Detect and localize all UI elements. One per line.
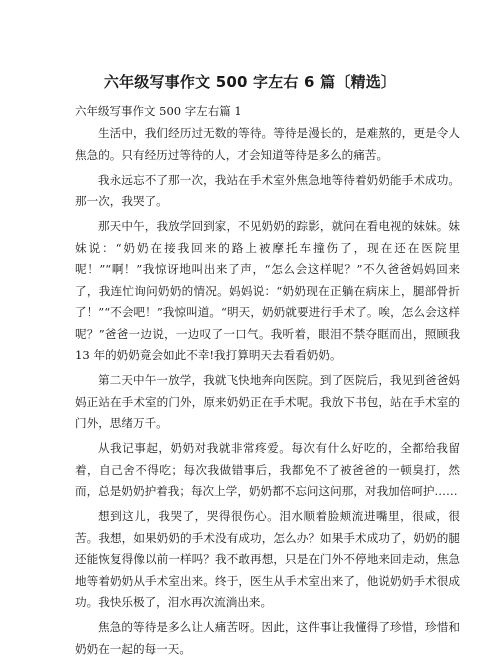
paragraph: 第二天中午一放学，我就飞快地奔向医院。到了医院后，我见到爸爸妈妈正站在手术室的门外，原来奶奶正在手术呢。我放下书包，站在手术室的门外，思绪万千。 [75, 373, 460, 430]
paragraph: 那天中午，我放学回到家，不见奶奶的踪影，就问在看电视的妹妹。妹妹说：“奶奶在接我回来的路上被摩托车撞伤了，现在还在医院里呢！”“啊！”我惊讶地叫出来了声，“怎么会这样呢？”不久爸爸妈妈回来了，我连忙询问奶奶的情况。妈妈说：“奶奶现在正躺在病床上，腿部骨折了！”“不会吧！”我惊叫道。“明天，奶奶就要进行手术了。唉，怎么会这样呢？”爸爸一边说，一边叹了一口气。我听着，眼泪不禁夺眶而出，照顾我 13 年的奶奶竟会如此不幸!我打算明天去看看奶奶。 [75, 219, 460, 362]
page-title: 六年级写事作文 500 字左右 6 篇〔精选〕 [103, 73, 397, 91]
paragraph: 想到这儿，我哭了，哭得很伤心。泪水顺着脸颊流进嘴里，很咸，很苦。我想，如果奶奶的手术没有成功，怎么办？如果手术成功了，奶奶的腿还能恢复得像以前一样吗？我不敢再想，只是在门外不停地来回走动，焦急地等着奶奶从手术室出来。终于，医生从手术室出来了，他说奶奶手术很成功。我快乐极了，泪水再次流淌出来。 [75, 509, 460, 609]
paragraph: 我永远忘不了那一次，我站在手术室外焦急地等待着奶奶能手术成功。那一次，我哭了。 [75, 172, 460, 208]
article-body [75, 123, 460, 664]
paragraph: 生活中，我们经历过无数的等待。等待是漫长的，是难熬的，更是令人焦急的。只有经历过等待的人，才会知道等待是多么的痛苦。 [75, 126, 460, 162]
paragraph: 焦急的等待是多么让人痛苦呀。因此，这件事让我懂得了珍惜，珍惜和奶奶在一起的每一天。 [75, 620, 460, 656]
section-heading: 六年级写事作文 500 字左右篇 1 [75, 104, 242, 118]
paragraph: 从我记事起，奶奶对我就非常疼爱。每次有什么好吃的，全都给我留着，自己舍不得吃；每次我做错事后，我都免不了被爸爸的一顿臭打，然而，总是奶奶护着我；每次上学，奶奶都不忘问这问那，对我加倍呵护…… [75, 441, 460, 498]
